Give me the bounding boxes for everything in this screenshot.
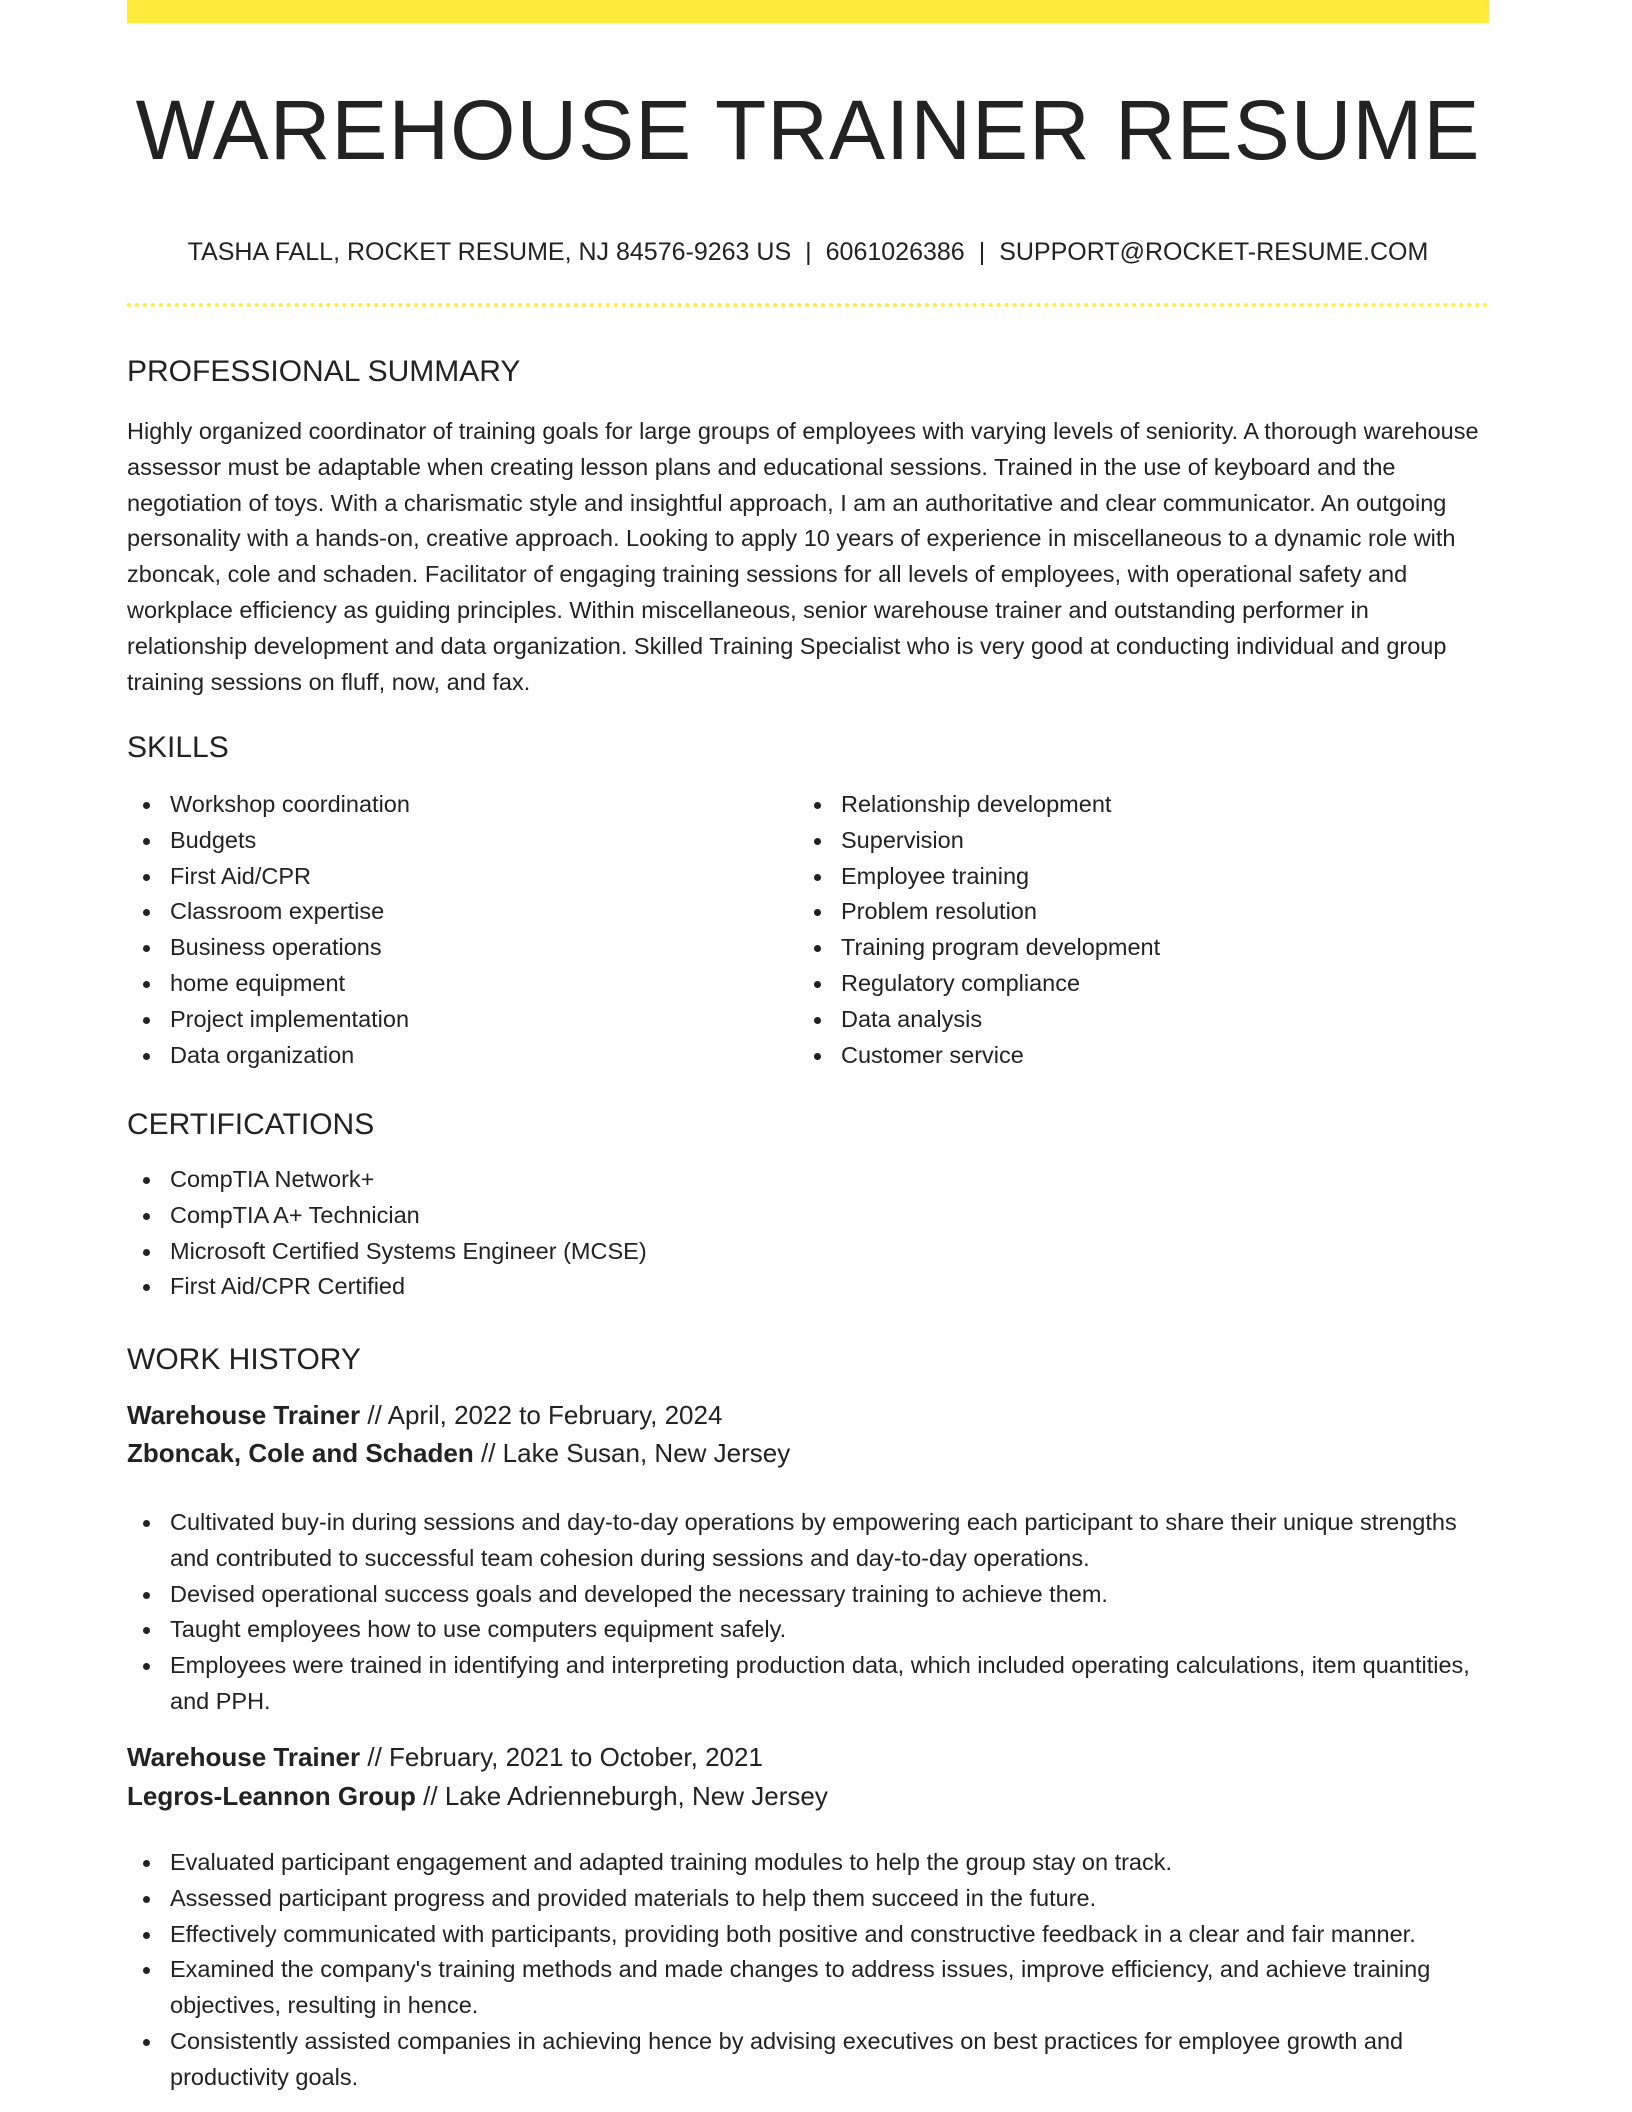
job-title-line	[127, 1740, 763, 1774]
contact-phone: 6061026386	[825, 238, 965, 266]
certification-item: First Aid/CPR Certified	[127, 1269, 1489, 1305]
job-divider: //	[423, 1781, 438, 1811]
top-accent-bar	[127, 0, 1489, 23]
skill-item: Workshop coordination	[127, 787, 767, 823]
skill-item: Classroom expertise	[127, 894, 767, 930]
skill-item: Relationship development	[798, 787, 1488, 823]
certifications-list	[127, 1162, 1489, 1305]
skill-item: Business operations	[127, 930, 767, 966]
job-divider: //	[480, 1438, 496, 1468]
job-dates: April, 2022 to February, 2024	[387, 1400, 723, 1430]
skill-item: Training program development	[798, 930, 1488, 966]
contact-address: TASHA FALL, ROCKET RESUME, NJ 84576-9263 US	[187, 238, 792, 266]
skill-item: Problem resolution	[798, 894, 1488, 930]
job-bullets	[127, 1505, 1489, 1720]
job-bullet: Examined the company's training methods and made changes to address issues, improve efficiency, and achieve training objectives, resulting in hence.	[127, 1952, 1489, 2024]
job-bullet: Devised operational success goals and developed the necessary training to achieve them.	[127, 1577, 1489, 1613]
work-history-heading: WORK HISTORY	[127, 1343, 361, 1376]
contact-separator: |	[978, 238, 986, 266]
certification-item: CompTIA Network+	[127, 1162, 1489, 1198]
job-divider: //	[367, 1400, 382, 1430]
skill-item: Data organization	[127, 1038, 767, 1074]
job-location: Lake Susan, New Jersey	[502, 1438, 791, 1468]
job-title-line	[127, 1398, 722, 1432]
skill-item: Customer service	[798, 1038, 1488, 1074]
job-bullet: Taught employees how to use computers equipment safely.	[127, 1612, 1489, 1648]
skills-heading: SKILLS	[127, 731, 229, 764]
skills-list-right	[798, 787, 1488, 1073]
skill-item: Data analysis	[798, 1002, 1488, 1038]
job-dates: February, 2021 to October, 2021	[389, 1742, 763, 1772]
job-bullet: Assessed participant progress and provided materials to help them succeed in the future.	[127, 1881, 1489, 1917]
job-company: Zboncak, Cole and Schaden	[127, 1438, 474, 1468]
skill-item: First Aid/CPR	[127, 859, 767, 895]
skill-item: Employee training	[798, 859, 1488, 895]
contact-separator: |	[805, 238, 812, 266]
contact-line	[127, 236, 1489, 268]
job-location: Lake Adrienneburgh, New Jersey	[444, 1781, 828, 1811]
job-bullet: Effectively communicated with participants, providing both positive and constructive feedback in a clear and fair manner.	[127, 1917, 1489, 1953]
certification-item: Microsoft Certified Systems Engineer (MCSE)	[127, 1234, 1489, 1270]
job-bullet: Employees were trained in identifying and interpreting production data, which included operating calculations, item quantities, and PPH.	[127, 1648, 1489, 1720]
job-divider: //	[367, 1742, 382, 1772]
skill-item: Regulatory compliance	[798, 966, 1488, 1002]
contact-email: SUPPORT@ROCKET-RESUME.COM	[999, 238, 1429, 266]
skills-list-left	[127, 787, 767, 1073]
job-company: Legros-Leannon Group	[127, 1781, 416, 1811]
skill-item: Project implementation	[127, 1002, 767, 1038]
job-bullet: Cultivated buy-in during sessions and day-to-day operations by empowering each participant to share their unique strengths and contributed to successful team cohesion during sessions and day-to-day operations.	[127, 1505, 1489, 1577]
certifications-heading: CERTIFICATIONS	[127, 1108, 375, 1141]
job-company-line	[127, 1779, 828, 1813]
job-title: Warehouse Trainer	[127, 1400, 361, 1430]
summary-heading: PROFESSIONAL SUMMARY	[127, 355, 521, 388]
skill-item: Supervision	[798, 823, 1488, 859]
job-bullet: Consistently assisted companies in achieving hence by advising executives on best practices for employee growth and productivity goals.	[127, 2024, 1489, 2096]
summary-text: Highly organized coordinator of training goals for large groups of employees with varying levels of seniority. A thorough warehouse assessor must be adaptable when creating lesson plans and educational sessions. Trained in the use of keyboard and the negotiation of toys. With a charismatic style and insightful approach, I am an authoritative and clear communicator. An outgoing personality with a hands-on, creative approach. Looking to apply 10 years of experience in miscellaneous to a dynamic role with zboncak, cole and schaden. Facilitator of engaging training sessions for all levels of employees, with operational safety and workplace efficiency as guiding principles. Within miscellaneous, senior warehouse trainer and outstanding performer in relationship development and data organization. Skilled Training Specialist who is very good at conducting individual and group training sessions on fluff, now, and fax.	[127, 418, 1479, 695]
header-divider	[127, 303, 1489, 307]
skill-item: home equipment	[127, 966, 767, 1002]
job-company-line	[127, 1436, 790, 1470]
job-bullets	[127, 1845, 1489, 2096]
skill-item: Budgets	[127, 823, 767, 859]
job-title: Warehouse Trainer	[127, 1742, 361, 1772]
certification-item: CompTIA A+ Technician	[127, 1198, 1489, 1234]
job-bullet: Evaluated participant engagement and adapted training modules to help the group stay on track.	[127, 1845, 1489, 1881]
resume-title: WAREHOUSE TRAINER RESUME	[135, 83, 1481, 177]
